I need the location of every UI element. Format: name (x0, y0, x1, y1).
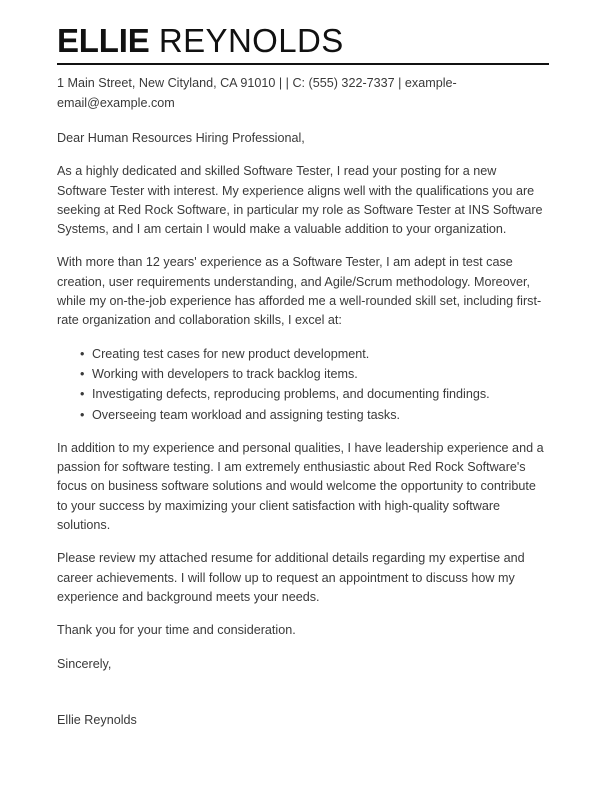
applicant-name (57, 22, 549, 60)
applicant-last-name: REYNOLDS (158, 22, 344, 59)
thank-you-line: Thank you for your time and consideration. (57, 623, 296, 638)
list-item-label: Creating test cases for new product development. (92, 346, 370, 361)
bullet-icon: • (80, 387, 85, 402)
bullet-icon: • (80, 346, 85, 361)
skills-list (57, 345, 549, 425)
letter-content (57, 0, 549, 730)
list-item (57, 345, 549, 364)
list-item (57, 385, 549, 404)
list-item (57, 365, 549, 384)
header-divider (57, 63, 549, 65)
letterhead (57, 0, 549, 113)
bullet-icon: • (80, 407, 85, 422)
salutation: Dear Human Resources Hiring Professional, (57, 131, 305, 145)
signature-space (57, 674, 549, 711)
list-item (57, 406, 549, 425)
paragraph-followup: Please review my attached resume for additional details regarding my expertise and career achievements. I will follow up to request an appointment to discuss how my experience and background meets your needs. (57, 551, 525, 604)
closing-line: Sincerely, (57, 656, 112, 671)
list-item-label: Investigating defects, reproducing problems, and documenting findings. (92, 387, 490, 402)
letter-body (57, 129, 549, 730)
paragraph-motivation: In addition to my experience and personal qualities, I have leadership experience and a passion for software testing. I am extremely enthusiastic about Red Rock Software's focus on business software solutions and would welcome the opportunity to contribute to your success by maximizing your client satisfaction with high-quality software solutions. (57, 440, 544, 533)
list-item-label: Working with developers to track backlog items. (92, 366, 358, 381)
applicant-first-name: ELLIE (57, 22, 150, 59)
paragraph-experience: With more than 12 years' experience as a Software Tester, I am adept in test case creation, user requirements understanding, and Agile/Scrum methodology. Moreover, while my on-the-job experience has afforded me a well-rounded skill set, including first-rate organization and collaboration skills, I excel at: (57, 255, 542, 328)
list-item-label: Overseeing team workload and assigning testing tasks. (92, 407, 401, 422)
bullet-icon: • (80, 366, 85, 381)
paragraph-intro: As a highly dedicated and skilled Software Tester, I read your posting for a new Software Tester with interest. My experience aligns well with the qualifications you are seeking at Red Rock Software, in particular my role as Software Tester at INS Software Systems, and I am certain I would make a valuable addition to your organization. (57, 164, 543, 237)
signature-name: Ellie Reynolds (57, 712, 137, 727)
contact-info-line: 1 Main Street, New Cityland, CA 91010 | | C: (555) 322-7337 | example-email@example.com (57, 76, 457, 110)
